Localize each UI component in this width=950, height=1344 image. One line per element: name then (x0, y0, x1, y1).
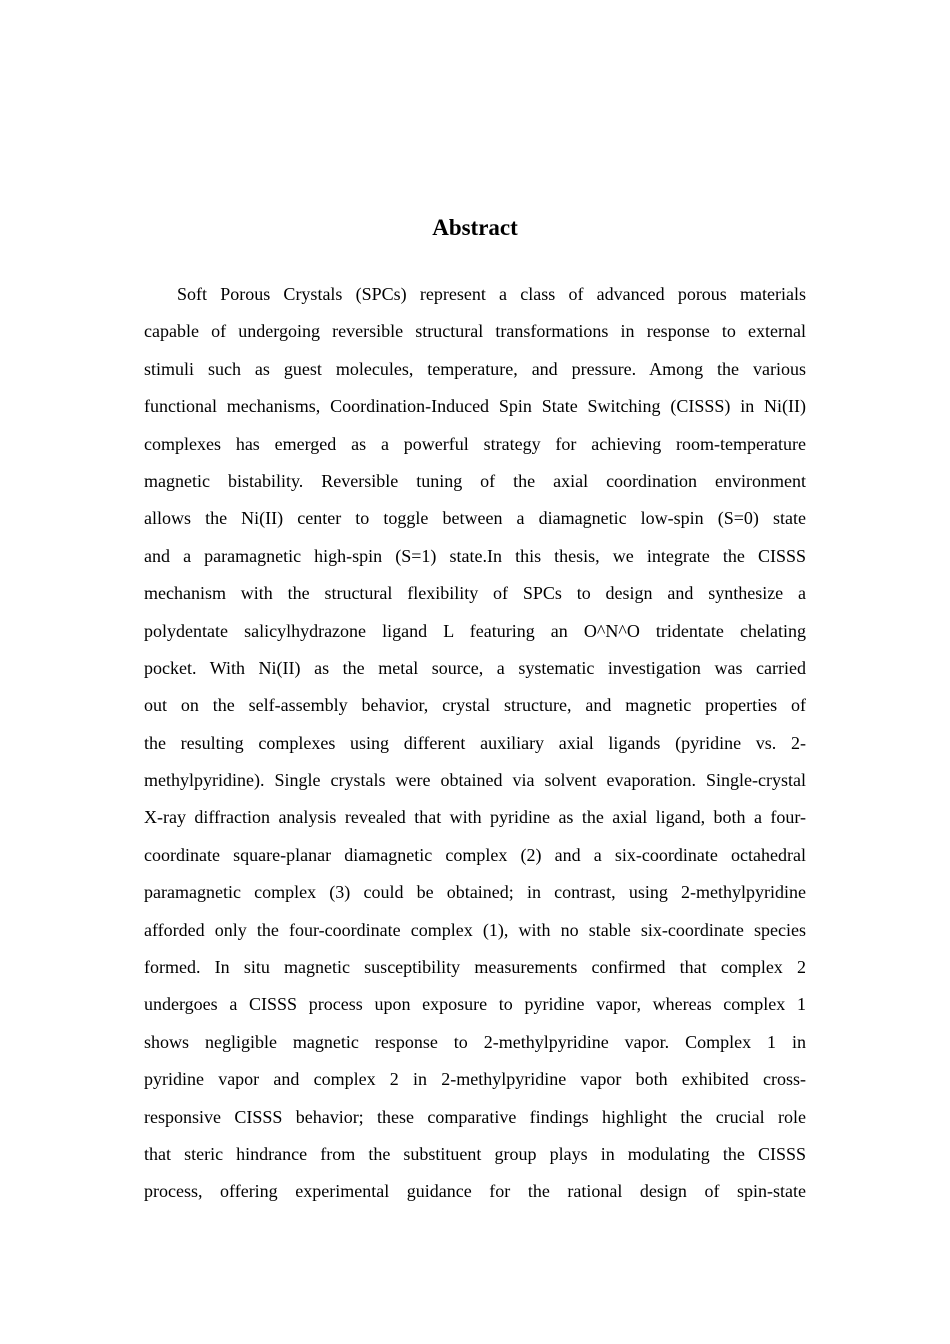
text-line: pyridine vapor and complex 2 in 2-methylpyridine vapor both exhibited cross- (144, 1069, 806, 1090)
text-line: that steric hindrance from the substituent group plays in modulating the CISSS (144, 1143, 806, 1164)
text-line: methylpyridine). Single crystals were obtained via solvent evaporation. Single-crystal (144, 770, 806, 791)
abstract-body (144, 276, 806, 1216)
text-line: undergoes a CISSS process upon exposure to pyridine vapor, whereas complex 1 (144, 994, 806, 1015)
text-line: mechanism with the structural flexibility of SPCs to design and synthesize a (144, 583, 806, 604)
text-line: out on the self-assembly behavior, crystal structure, and magnetic properties of (144, 695, 806, 716)
text-line: formed. In situ magnetic susceptibility measurements confirmed that complex 2 (144, 957, 806, 978)
page-title: Abstract (432, 215, 518, 240)
text-line: complexes has emerged as a powerful strategy for achieving room-temperature (144, 433, 806, 454)
text-line: process, offering experimental guidance for the rational design of spin-state (144, 1181, 806, 1202)
text-line: responsive CISSS behavior; these comparative findings highlight the crucial role (144, 1106, 806, 1127)
text-line: Soft Porous Crystals (SPCs) represent a class of advanced porous materials (177, 284, 806, 304)
text-line: paramagnetic complex (3) could be obtained; in contrast, using 2-methylpyridine (144, 882, 806, 903)
text-line: stimuli such as guest molecules, temperature, and pressure. Among the various (144, 358, 806, 379)
text-line: shows negligible magnetic response to 2-methylpyridine vapor. Complex 1 in (144, 1031, 806, 1052)
text-line: afforded only the four-coordinate complex (1), with no stable six-coordinate species (144, 919, 806, 940)
text-line: the resulting complexes using different auxiliary axial ligands (pyridine vs. 2- (144, 732, 806, 753)
text-line: magnetic bistability. Reversible tuning of the axial coordination environment (144, 470, 806, 491)
text-line: pocket. With Ni(II) as the metal source, a systematic investigation was carried (144, 657, 806, 678)
text-line: functional mechanisms, Coordination-Induced Spin State Switching (CISSS) in Ni(II) (144, 396, 806, 417)
text-line: capable of undergoing reversible structural transformations in response to external (144, 321, 806, 342)
text-line: and a paramagnetic high-spin (S=1) state.In this thesis, we integrate the CISSS (144, 545, 806, 566)
text-line: allows the Ni(II) center to toggle between a diamagnetic low-spin (S=0) state (144, 508, 806, 529)
text-line: coordinate square-planar diamagnetic complex (2) and a six-coordinate octahedral (144, 844, 806, 865)
text-line: polydentate salicylhydrazone ligand L featuring an O^N^O tridentate chelating (144, 620, 806, 641)
text-line: X-ray diffraction analysis revealed that with pyridine as the axial ligand, both a four- (144, 807, 806, 828)
